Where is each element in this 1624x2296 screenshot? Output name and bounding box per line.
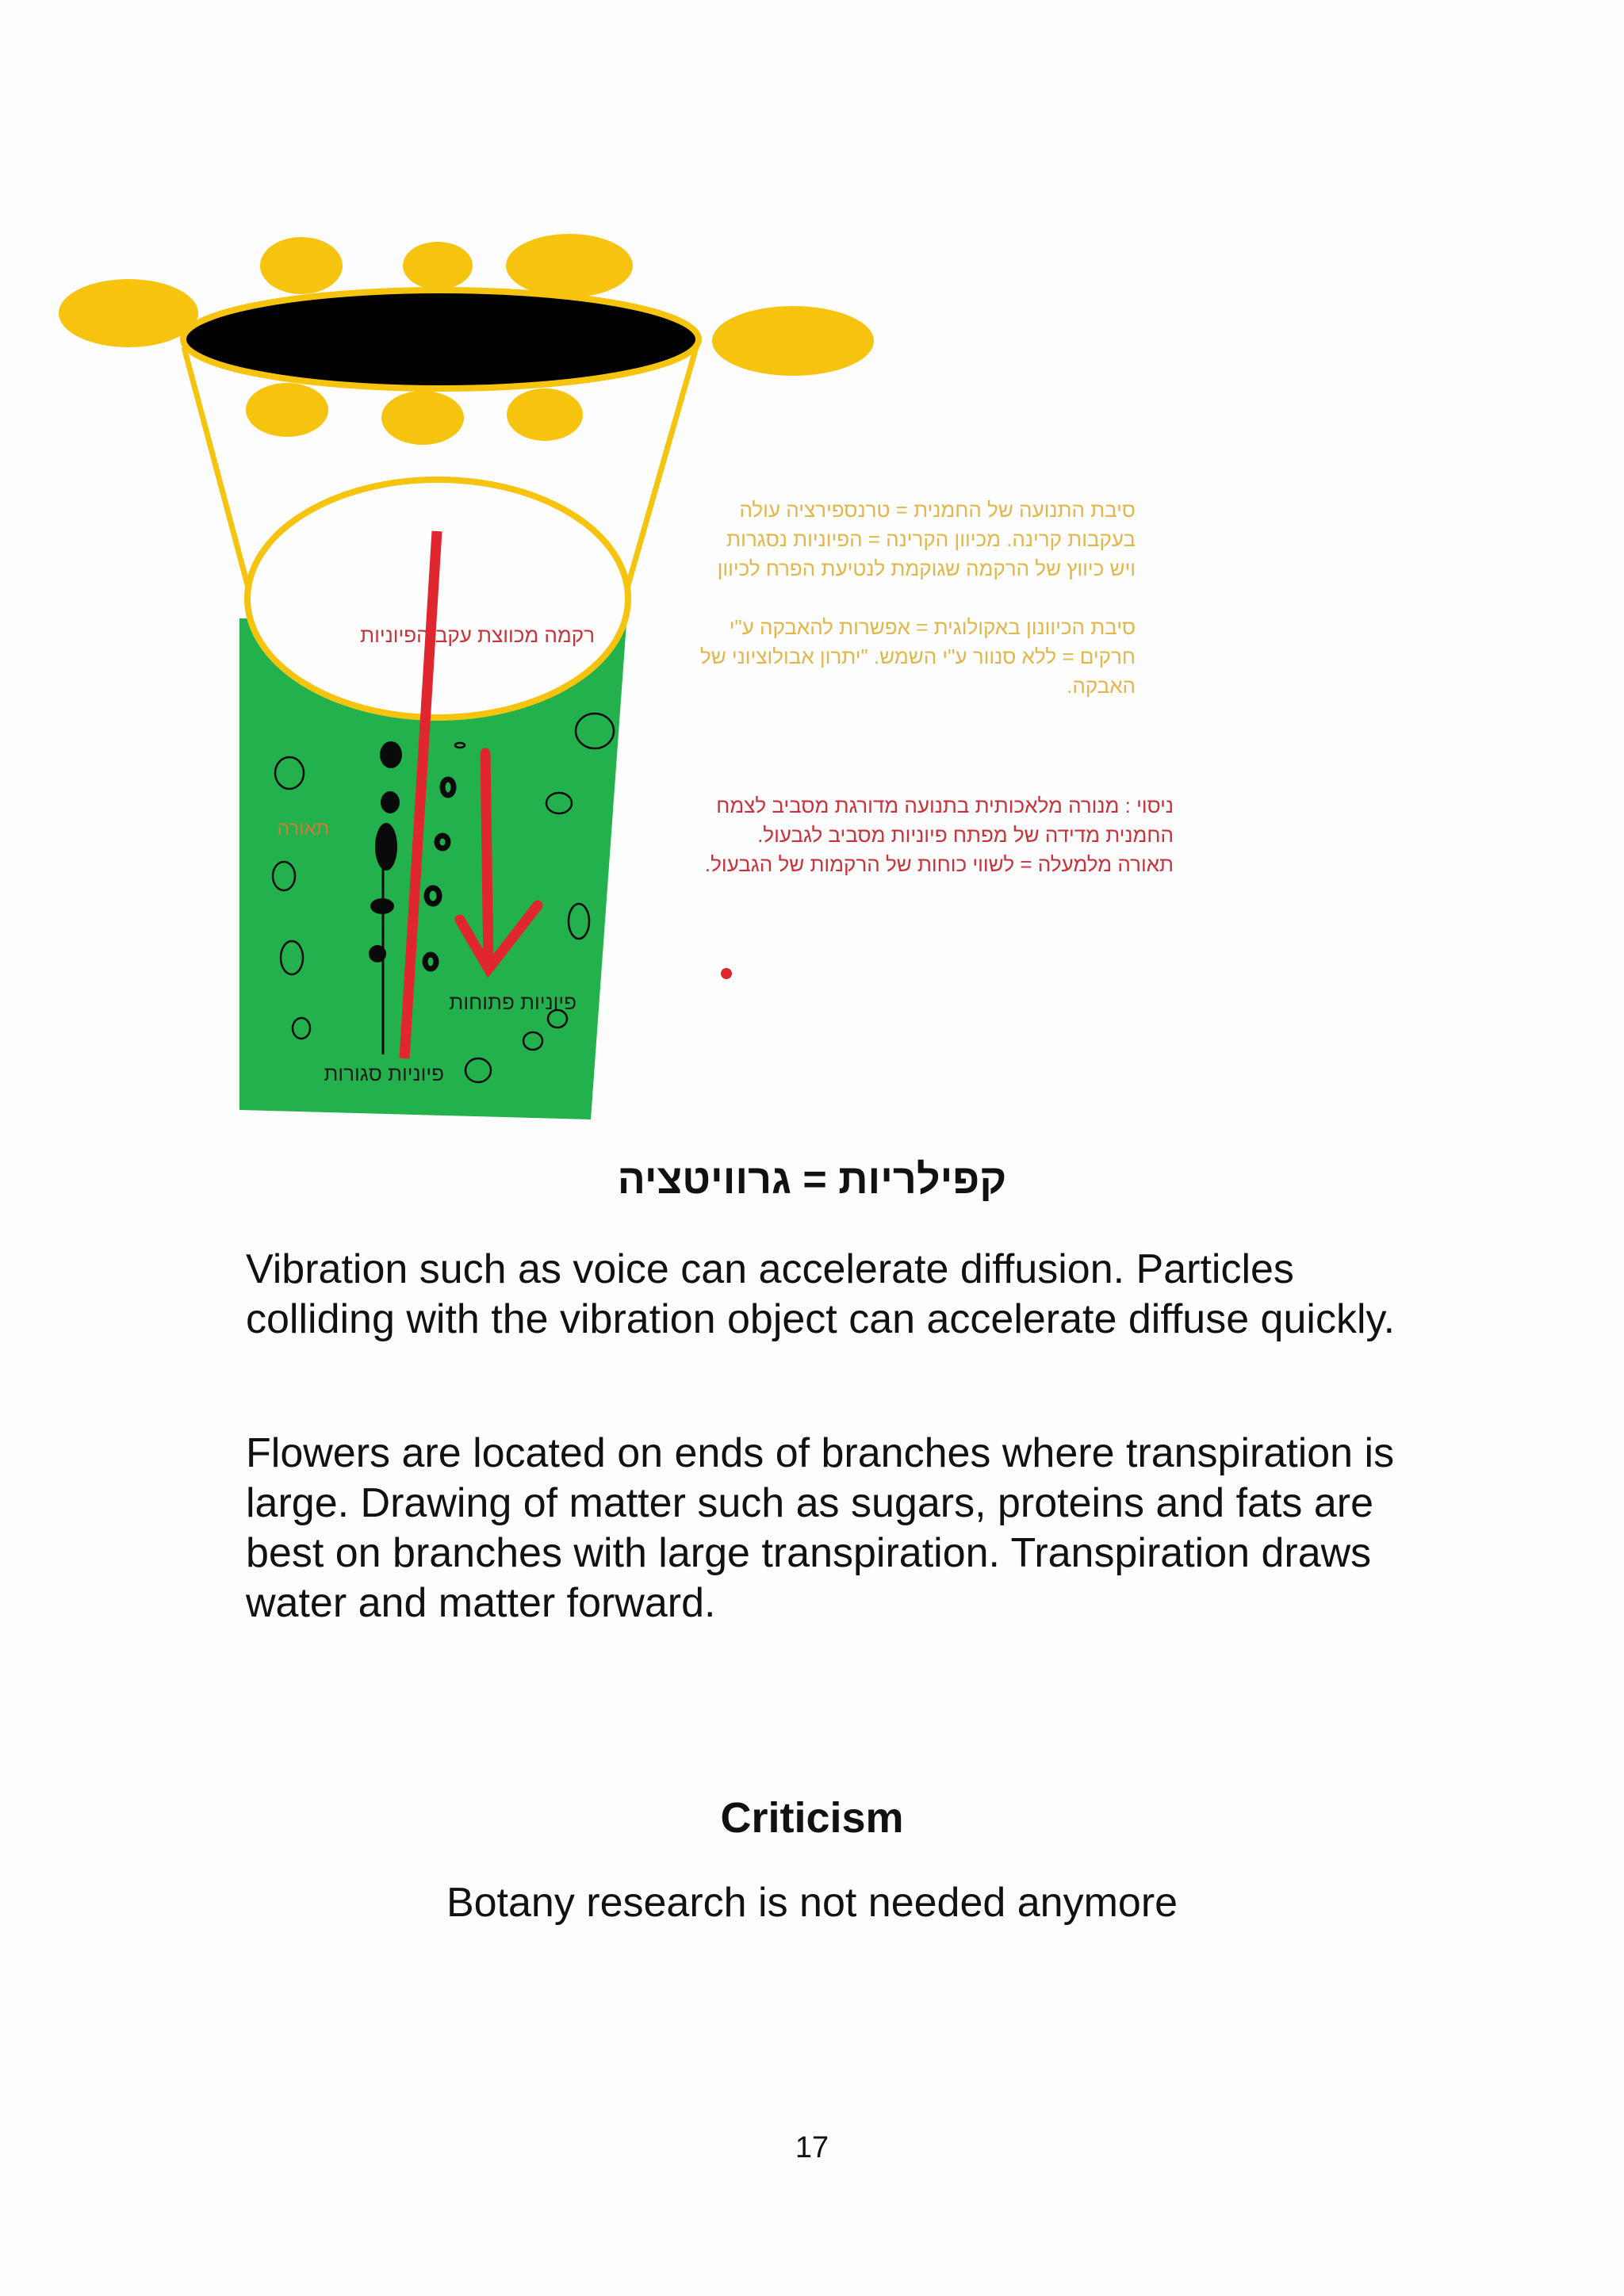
petal — [246, 383, 328, 437]
closed-stoma — [380, 741, 402, 768]
arrow-shaft — [485, 753, 488, 967]
label-concentrated-tissue: רקמה מכווצת עקב הפיוניות — [360, 623, 595, 647]
note-line: תאורה מלמעלה = לשווי כוחות של הרקמות של הגבעול. — [704, 852, 1174, 876]
note-line: האבקה. — [1067, 674, 1136, 698]
flower-disk — [183, 290, 699, 388]
paragraph-flowers: Flowers are located on ends of branches where transpiration is large. Drawing of matter such as sugars, proteins and fats are best on branches with large transpiration. Transpiration draws water and matter forward. — [246, 1430, 1395, 1626]
note-line: סיבת הכיוונון באקולוגית = אפשרות להאבקה ע"י — [729, 615, 1136, 639]
petal — [712, 306, 874, 376]
hebrew-title: קפילריות = גרוויטציה — [617, 1157, 1007, 1203]
funnel-line-left — [184, 347, 255, 614]
label-open-stomata: פיוניות פתוחות — [449, 990, 576, 1014]
red-dot — [721, 968, 732, 979]
petal — [59, 279, 198, 347]
petal — [381, 391, 464, 445]
note-line: ניסוי : מנורה מלאכותית בתנועה מדורגת מסביב לצמח — [716, 794, 1174, 817]
funnel-line-right — [619, 347, 696, 618]
label-light: תאורה — [277, 818, 329, 840]
petal — [507, 388, 583, 441]
note-line: חרקים = ללא סנוור ע"י השמש. "יתרון אבולוציוני של — [699, 645, 1136, 668]
petal — [260, 237, 343, 294]
criticism-heading: Criticism — [720, 1794, 904, 1842]
note-line: בעקבות קרינה. מכיוון הקרינה = הפיוניות נסגרות — [726, 527, 1136, 551]
note-line: סיבת התנועה של החמנית = טרנספירציה עולה — [739, 498, 1136, 522]
note-orientation — [700, 615, 1136, 698]
note-line: החמנית מדידה של מפתח פיוניות מסביב לגבעול. — [757, 823, 1174, 847]
note-movement — [718, 498, 1136, 580]
page-number: 17 — [795, 2131, 829, 2164]
note-line: ויש כיווץ של הרקמה שגוקמת לנטיעת הפרח לכיוון — [717, 557, 1136, 580]
note-experiment — [705, 794, 1174, 876]
criticism-text: Botany research is not needed anymore — [446, 1880, 1178, 1926]
petal — [403, 242, 473, 289]
paragraph-vibration: Vibration such as voice can accelerate diffusion. Particles colliding with the vibration object can accelerate diffuse quickly. — [246, 1246, 1396, 1342]
label-closed-stomata: פיוניות סגורות — [324, 1062, 444, 1085]
closed-stoma — [375, 823, 397, 871]
closed-stoma — [381, 791, 400, 813]
petal — [506, 234, 633, 297]
